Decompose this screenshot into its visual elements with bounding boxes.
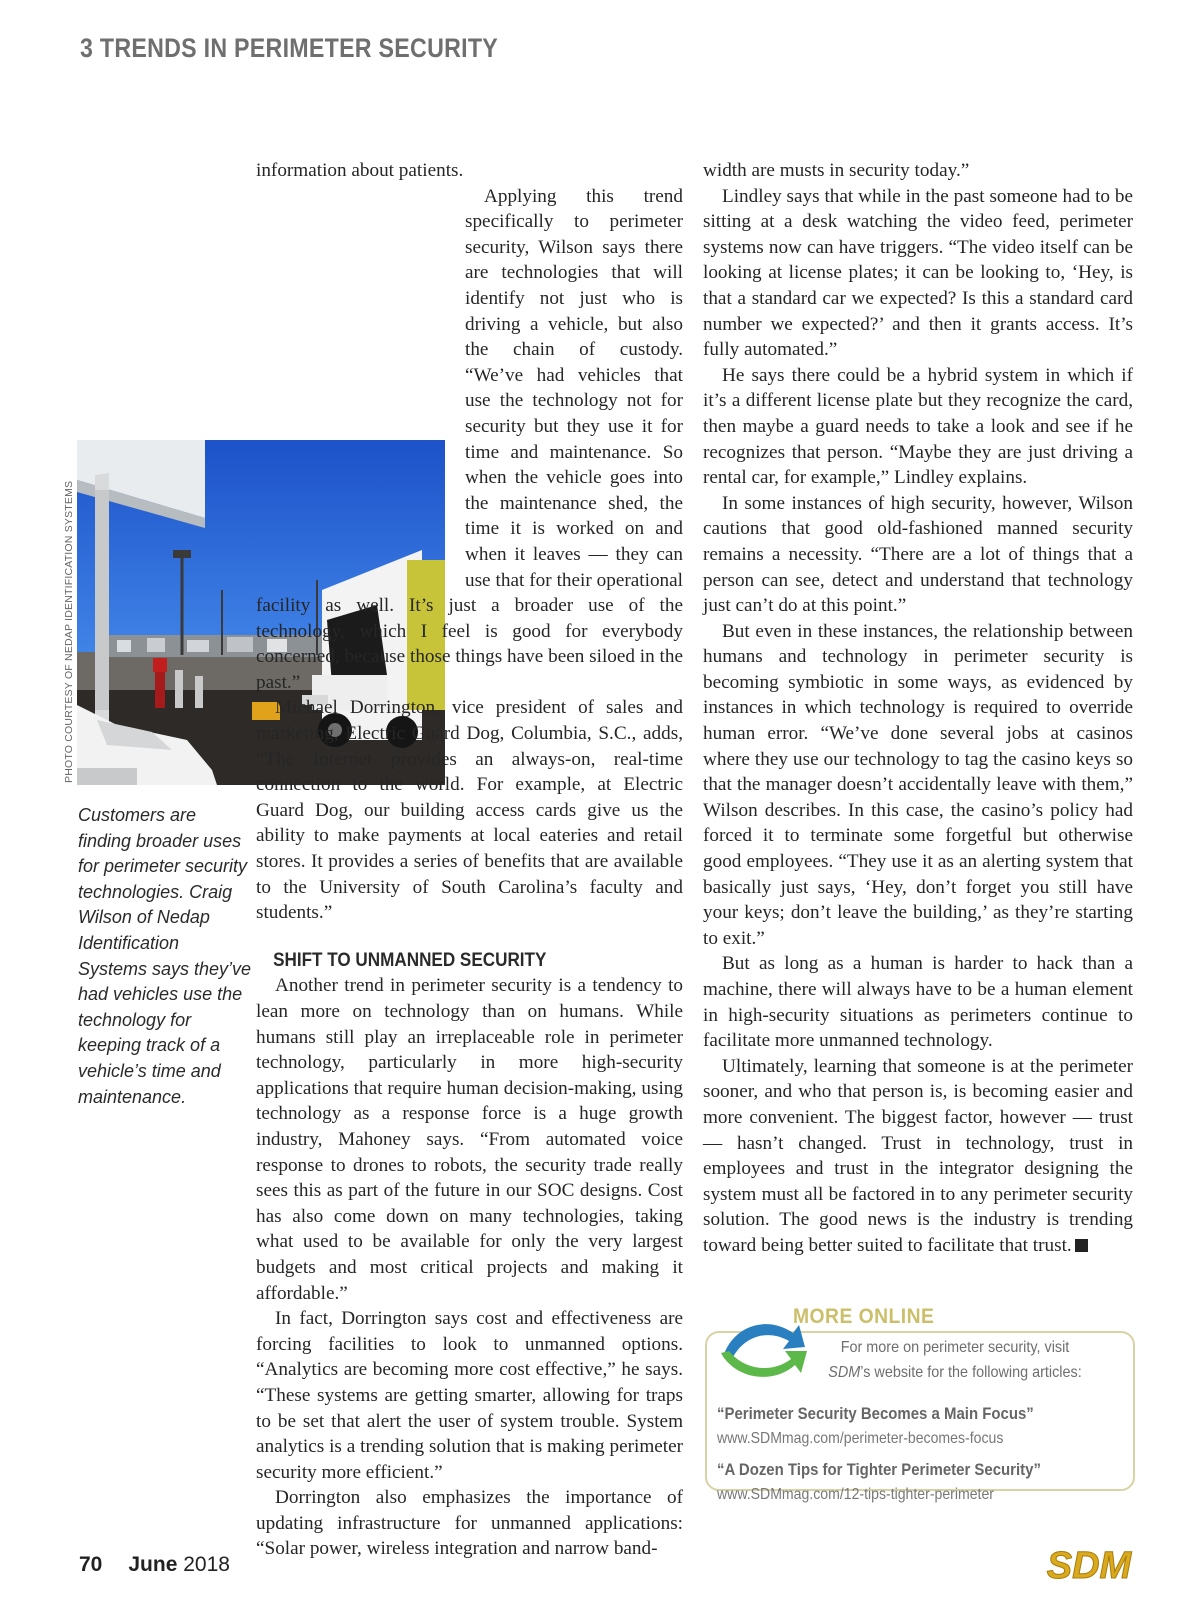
article-link-url[interactable]: www.SDMmag.com/perimeter-becomes-focus [717,1430,1004,1447]
article-paragraph-text: Applying this trend specifically to perimeter security, Wilson says there are technologies that will identify not just who is driving a vehicle, but also the chain of custody. “We’ve had vehicles that use the technology not for security but they use it for time and maintenance. So when the vehicle goes into the maintenance shed, the time it is worked on and when it leaves — they can use that for their operational facility as well. It’s just a broader use of the technology, which I feel is good for everybody concerned, because those things have been siloed in the past.” [256,185,683,693]
more-online-intro-text-end: ’s website for the following articles: [860,1364,1082,1381]
article-link-title[interactable]: “A Dozen Tips for Tighter Perimeter Security” [717,1460,1041,1479]
article-paragraph: information about patients. [256,160,464,181]
article-paragraph [256,184,683,696]
article-link-title[interactable]: “Perimeter Security Becomes a Main Focus” [717,1404,1034,1423]
article-paragraph [703,1054,1133,1259]
page-footer [79,1553,230,1577]
photo-wrap-space [255,184,465,568]
article-paragraph: He says there could be a hybrid system in which if it’s a different license plate but they recognize the card, then maybe a guard needs to take a look and see if he recognizes that person. “Maybe they are just driving a rental car, for example,” Lindley explains. [703,364,1133,489]
more-online-article[interactable] [717,1402,1078,1452]
article-paragraph: Dorrington also emphasizes the importance of updating infrastructure for unmanned applications: “Solar power, wireless integration and narrow band- [256,1487,683,1560]
article-column-right [703,158,1133,1259]
more-online-heading: MORE ONLINE [793,1305,935,1328]
article-paragraph: In some instances of high security, however, Wilson cautions that good old-fashioned manned security remains a necessity. “There are a lot of things that a person can see, detect and understand that technology just can’t do at this point.” [703,492,1133,617]
article-paragraph: width are musts in security today.” [703,160,970,181]
section-subhead: SHIFT TO UNMANNED SECURITY [273,949,547,971]
article-paragraph: But even in these instances, the relationship between humans and technology in perimeter security is becoming symbiotic in some ways, as evidenced by instances in which technology is required to override human error. “We’ve done several jobs at casinos where they use our technology to tag the casino keys so that the manager doesn’t accidentally leave with them,” Wilson describes. In this case, the casino’s policy had forced it to terminate some forgetful but otherwise good employees. “They use it as an alerting system that basically just says, ‘Hey, don’t forget you still have your keys; don’t leave the building,’ as they’re starting to exit.” [703,620,1133,949]
sdm-logo [1038,1543,1140,1587]
end-of-story-mark [1075,1239,1088,1252]
sdm-logo-text: SDM [1046,1545,1132,1587]
article-paragraph: Another trend in perimeter security is a tendency to lean more on technology than on humans. While humans still play an irreplaceable role in perimeter technology, particularly in more high-security applications that require human decision-making, using technology as a response force is a huge growth industry, Mahoney says. “From automated voice response to drones to robots, the security trade really sees this as part of the future in our SOC designs. Cost has also come down on many technologies, taking what used to be available for only the very largest budgets and most critical projects and making it affordable.” [256,975,683,1304]
issue-year: 2018 [183,1553,230,1576]
photo-credit: PHOTO COURTESY OF NEDAP IDENTIFICATION SYSTEMS [63,480,75,783]
article-link-url[interactable]: www.SDMmag.com/12-tips-tighter-perimeter [717,1486,994,1503]
more-online-intro-text: For more on perimeter security, visit [840,1339,1070,1356]
more-online-article[interactable] [717,1458,1078,1508]
article-paragraph: Lindley says that while in the past someone had to be sitting at a desk watching the video feed, perimeter systems now can have triggers. “The video itself can be looking at license plates; it can be looking to, ‘Hey, is that a standard car we expected? Is this a standard card number we expected?’ and then it grants access. It’s fully automated.” [703,185,1133,361]
article-column-middle [256,158,683,1562]
more-online-magazine-name: SDM [828,1364,861,1381]
article-paragraph: But as long as a human is harder to hack than a machine, there will always have to be a human element in high-security situations as perimeters continue to facilitate more unmanned technology. [703,953,1133,1052]
article-paragraph: In fact, Dorrington says cost and effectiveness are forcing facilities to look to unmanned options. “Analytics are becoming more cost effective,” he says. “These systems are getting smarter, allowing for traps to be set that alert the user of system trouble. System analytics is a trending solution that is making perimeter security more efficient.” [256,1308,683,1483]
article-paragraph: Michael Dorrington, vice president of sales and marketing, Electric Guard Dog, Columbia, S.C., adds, “The Internet provides an always-on, real-time connection to the world. For example, at Electric Guard Dog, our building access cards give us the ability to make payments at local eateries and retail stores. It provides a series of benefits that are available to the University of South Carolina’s faculty and students.” [256,697,683,924]
photo-caption: Customers are finding broader uses for perimeter security technologies. Craig Wilson of Nedap Identification Systems says they’ve had vehicles use the technology for keeping track of a vehicle’s time and maintenance. [78,805,252,1107]
more-online-box [705,1305,1135,1501]
page-header-title: 3 TRENDS IN PERIMETER SECURITY [80,33,499,63]
article-paragraph-text: Ultimately, learning that someone is at the perimeter sooner, and who that person is, is becoming easier and more convenient. The biggest factor, however — trust — hasn’t changed. Trust in technology, trust in employees and trust in the integrator designing the system must all be factored in to any perimeter security solution. The good news is the industry is trending toward being better suited to facilitate that trust. [703,1055,1133,1256]
page-number: 70 [79,1553,103,1576]
more-online-intro [820,1335,1090,1385]
issue-month: June [128,1553,178,1576]
